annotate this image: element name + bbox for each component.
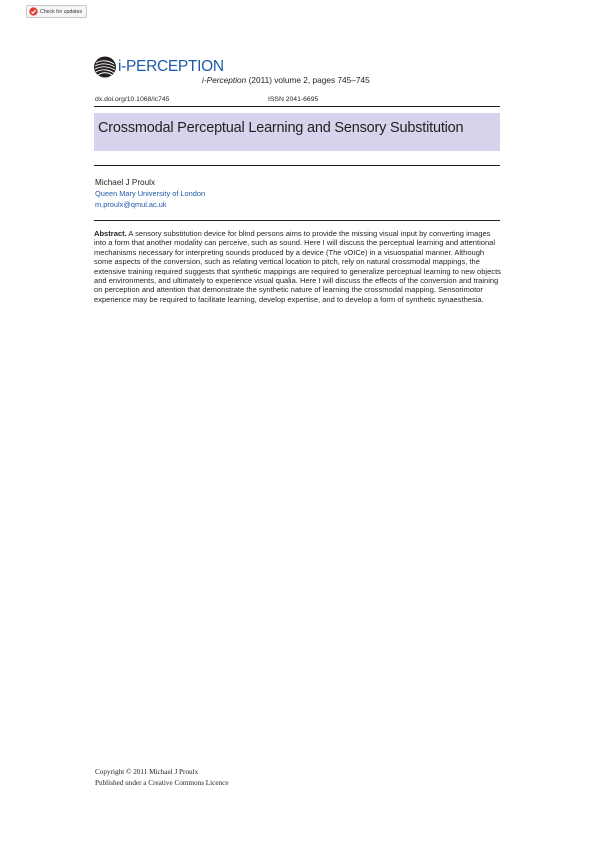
author-rule: [94, 220, 500, 221]
journal-citation: [202, 75, 370, 85]
abstract-label: Abstract.: [94, 229, 127, 238]
title-rule: [94, 165, 500, 166]
check-for-updates-badge[interactable]: [26, 5, 87, 18]
author-affiliation: Queen Mary University of London: [95, 189, 206, 198]
issn: ISSN 2041-6695: [268, 96, 319, 103]
author-name: Michael J Proulx: [95, 178, 156, 187]
doi-link[interactable]: dx.doi.org/10.1068/ic745: [95, 96, 170, 103]
journal-brand: i-PERCEPTION: [118, 58, 224, 75]
copyright-notice: Copyright © 2011 Michael J Proulx: [95, 768, 199, 776]
check-for-updates-label: Check for updates: [40, 8, 83, 15]
author-email[interactable]: m.proulx@qmul.ac.uk: [95, 200, 167, 209]
journal-citation-volume: (2011) volume 2, pages 745–745: [246, 75, 370, 85]
journal-logo-icon: [93, 55, 117, 79]
title-band: [94, 113, 500, 151]
abstract-text: A sensory substitution device for blind persons aims to provide the missing visual input by converting images into a form that another modality can perceive, such as sound. Here I will discuss the perceptual learning and attentional mechanisms necessary for interpreting sounds produced by a device (The vOICe) in a visuospatial manner. Although some aspects of the conversion, such as relating vertical location to pitch, rely on natural crossmodal mappings, the extensive training required suggests that synthetic mappings are required to generalize perceptual learning to new objects and environments, and ultimately to experience visual qualia. Here I will discuss the effects of the conversion and training on perception and attention that demonstrate the synthetic nature of learning the crossmodal mapping. Sensorimotor experience may be required to facilitate learning, develop expertise, and to develop a form of synthetic synaesthesia.: [94, 229, 501, 304]
licence-notice: Published under a Creative Commons Licence: [95, 779, 229, 787]
check-for-updates-icon: [29, 7, 38, 16]
header-rule: [94, 106, 500, 107]
article-title: Crossmodal Perceptual Learning and Sensory Substitution: [98, 120, 464, 136]
journal-citation-name: i-Perception: [202, 75, 247, 85]
abstract: [94, 229, 502, 304]
